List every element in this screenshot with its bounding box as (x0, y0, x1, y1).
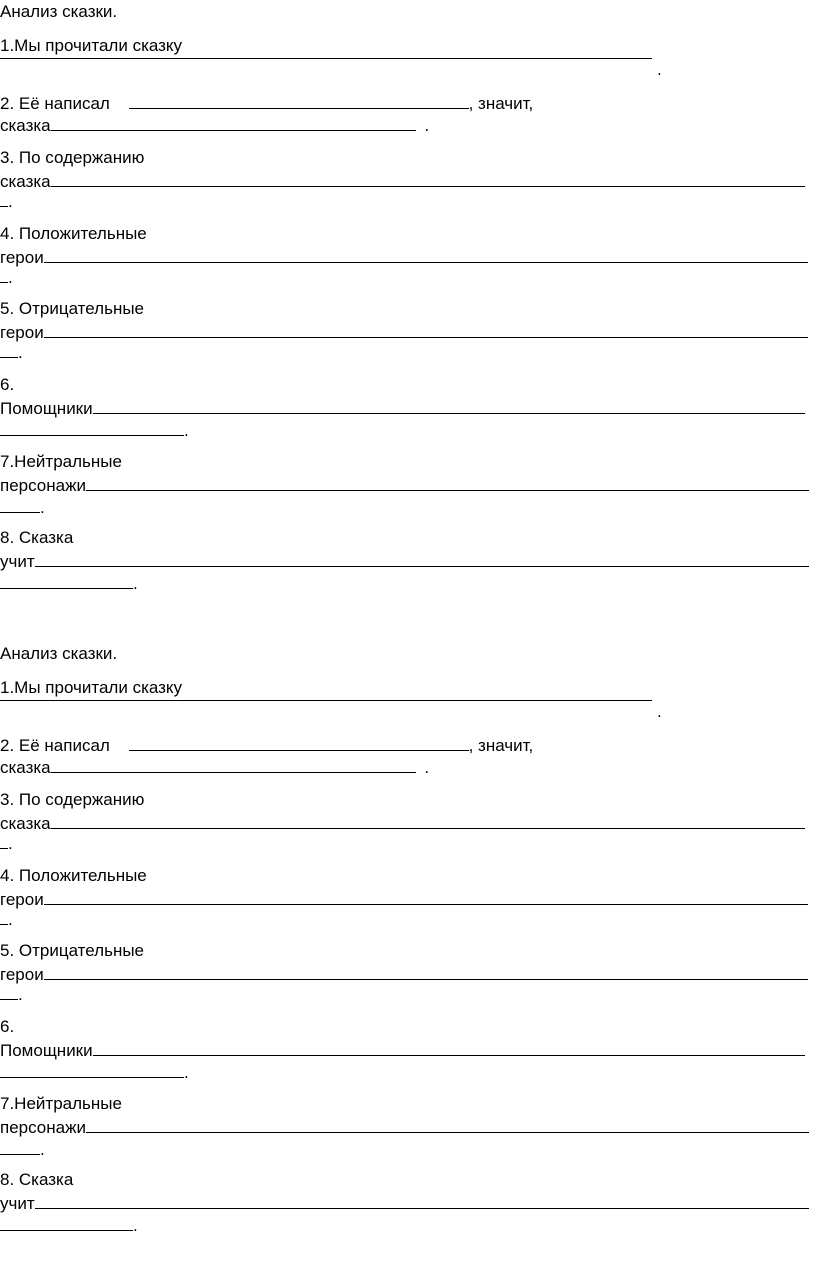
q4-label: 4. Положительные (0, 224, 147, 243)
q2-mid-text: , значит, (468, 94, 534, 113)
q5-answer-line-cont[interactable] (0, 341, 18, 358)
q1-answer-line[interactable] (0, 58, 652, 59)
q3-label2: сказка (0, 814, 51, 833)
worksheet-title: Анализ сказки. (0, 2, 118, 21)
q6-label2: Помощники (0, 1041, 93, 1060)
q1-answer-line[interactable] (0, 700, 652, 701)
q4-line2 (0, 246, 808, 266)
q2-line2 (0, 114, 429, 134)
q5-answer-line[interactable] (44, 963, 808, 980)
q7-line3 (0, 496, 45, 516)
q1-end: . (657, 60, 662, 79)
q7-label: 7.Нейтральные (0, 452, 122, 471)
q5-label: 5. Отрицательные (0, 299, 145, 318)
q4-answer-line-cont[interactable] (0, 266, 8, 283)
q6-answer-line[interactable] (93, 397, 805, 414)
q4-label2: герои (0, 890, 44, 909)
q8-label2: учит (0, 552, 35, 571)
q7-label2: персонажи (0, 476, 86, 495)
q3-answer-line-cont[interactable] (0, 832, 8, 849)
q6-line2 (0, 397, 805, 417)
worksheet-title: Анализ сказки. (0, 644, 118, 663)
q7-label: 7.Нейтральные (0, 1094, 122, 1113)
q3-line3 (0, 190, 13, 210)
q2-label (0, 92, 533, 112)
q7-answer-line[interactable] (86, 1116, 809, 1133)
q3-label: 3. По содержанию (0, 148, 145, 167)
q8-answer-line[interactable] (35, 550, 809, 567)
q5-label2: герои (0, 323, 44, 342)
q6-end: . (184, 1063, 189, 1082)
q2-label2: сказка (0, 116, 51, 135)
q3-line3 (0, 832, 13, 852)
q6-label: 6. (0, 1017, 15, 1036)
q8-answer-line-cont[interactable] (0, 1214, 133, 1231)
q2-end: . (424, 116, 430, 135)
q5-answer-line-cont[interactable] (0, 983, 18, 1000)
q2-type-line[interactable] (51, 114, 416, 131)
q5-line3 (0, 983, 23, 1003)
q5-line3 (0, 341, 23, 361)
q2-label2: сказка (0, 758, 51, 777)
q8-answer-line[interactable] (35, 1192, 809, 1209)
q5-line2 (0, 321, 808, 341)
q2-label-text: 2. Её написал (0, 94, 110, 113)
q5-label: 5. Отрицательные (0, 941, 145, 960)
q6-end: . (184, 421, 189, 440)
q8-label: 8. Сказка (0, 1170, 74, 1189)
q5-answer-line[interactable] (44, 321, 808, 338)
q8-label: 8. Сказка (0, 528, 74, 547)
q4-answer-line[interactable] (44, 888, 808, 905)
q1-label: 1.Мы прочитали сказку (0, 36, 183, 55)
q8-answer-line-cont[interactable] (0, 572, 133, 589)
q5-label2: герои (0, 965, 44, 984)
q2-label (0, 734, 533, 754)
q8-line3 (0, 572, 138, 592)
q4-answer-line[interactable] (44, 246, 808, 263)
q2-type-line[interactable] (51, 756, 416, 773)
q2-label-text: 2. Её написал (0, 736, 110, 755)
q7-answer-line-cont[interactable] (0, 1138, 40, 1155)
q6-answer-line[interactable] (93, 1039, 805, 1056)
q2-end: . (424, 758, 430, 777)
q8-label2: учит (0, 1194, 35, 1213)
q1-end: . (657, 702, 662, 721)
q4-end: . (8, 910, 13, 929)
q1-label: 1.Мы прочитали сказку (0, 678, 183, 697)
q8-line2 (0, 1192, 809, 1212)
q8-line2 (0, 550, 809, 570)
q5-end: . (18, 343, 23, 362)
q6-line2 (0, 1039, 805, 1059)
q4-line3 (0, 908, 13, 928)
q7-line2 (0, 1116, 809, 1136)
q3-end: . (8, 192, 13, 211)
q3-answer-line[interactable] (51, 170, 805, 187)
q8-end: . (133, 574, 138, 593)
q4-answer-line-cont[interactable] (0, 908, 8, 925)
q7-answer-line[interactable] (86, 474, 809, 491)
q6-line3 (0, 419, 189, 439)
q2-line2 (0, 756, 429, 776)
q3-line2 (0, 812, 805, 832)
q8-line3 (0, 1214, 138, 1234)
q7-answer-line-cont[interactable] (0, 496, 40, 513)
q7-label2: персонажи (0, 1118, 86, 1137)
q3-label: 3. По содержанию (0, 790, 145, 809)
q3-label2: сказка (0, 172, 51, 191)
q3-line2 (0, 170, 805, 190)
q3-answer-line[interactable] (51, 812, 805, 829)
q2-author-line[interactable] (129, 92, 469, 109)
q4-label2: герои (0, 248, 44, 267)
q7-end: . (40, 498, 45, 517)
q6-line3 (0, 1061, 189, 1081)
q7-line2 (0, 474, 809, 494)
q6-label2: Помощники (0, 399, 93, 418)
q4-line3 (0, 266, 13, 286)
q5-line2 (0, 963, 808, 983)
q3-end: . (8, 834, 13, 853)
q6-label: 6. (0, 375, 15, 394)
q7-end: . (40, 1140, 45, 1159)
q2-author-line[interactable] (129, 734, 469, 751)
q7-line3 (0, 1138, 45, 1158)
q4-end: . (8, 268, 13, 287)
q2-mid-text: , значит, (468, 736, 534, 755)
q3-answer-line-cont[interactable] (0, 190, 8, 207)
q4-label: 4. Положительные (0, 866, 147, 885)
q6-answer-line-cont[interactable] (0, 1061, 184, 1078)
q4-line2 (0, 888, 808, 908)
q5-end: . (18, 985, 23, 1004)
q8-end: . (133, 1216, 138, 1235)
q6-answer-line-cont[interactable] (0, 419, 184, 436)
